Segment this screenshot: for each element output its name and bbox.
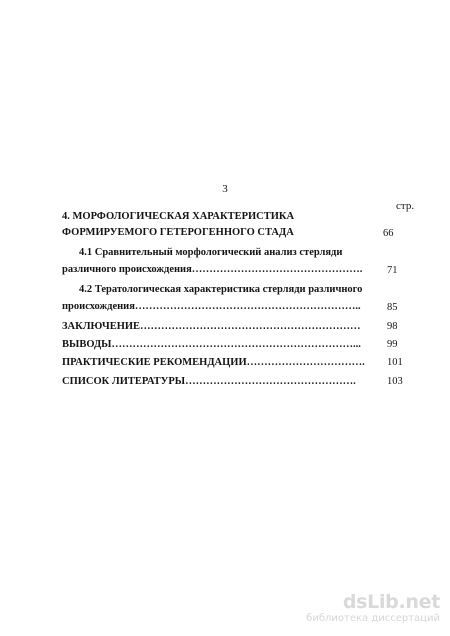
toc-entry-chapter-4-title-cont: ФОРМИРУЕМОГО ГЕТЕРОГЕННОГО СТАДА bbox=[62, 227, 294, 238]
toc-entry-recommendations: ПРАКТИЧЕСКИЕ РЕКОМЕНДАЦИИ……………………………. bbox=[62, 357, 365, 368]
toc-entry-4-1-page: 71 bbox=[387, 265, 398, 276]
watermark-subtitle: библиотека диссертаций bbox=[306, 613, 440, 624]
page-number: 3 bbox=[222, 183, 228, 195]
toc-entry-findings-page: 99 bbox=[387, 339, 398, 350]
toc-entry-4-2-title: 4.2 Тератологическая характеристика стерляди различного bbox=[79, 284, 363, 295]
toc-entry-chapter-4-page: 66 bbox=[383, 228, 394, 239]
toc-entry-4-1-title: 4.1 Сравнительный морфологический анализ стерляди bbox=[79, 247, 343, 258]
toc-entry-findings: ВЫВОДЫ……………………………………………………………... bbox=[62, 339, 361, 350]
toc-entry-4-1-title-cont: различного происхождения…………………………………………. bbox=[62, 264, 363, 275]
toc-entry-conclusion: ЗАКЛЮЧЕНИЕ……………………………………………………… bbox=[62, 321, 361, 332]
watermark bbox=[306, 591, 440, 628]
watermark-logo: dsLib.net bbox=[342, 591, 440, 613]
page-column-label: стр. bbox=[396, 200, 415, 212]
toc-entry-conclusion-page: 98 bbox=[387, 321, 398, 332]
toc-entry-4-2-page: 85 bbox=[387, 302, 398, 313]
toc-entry-recommendations-page: 101 bbox=[387, 357, 403, 368]
toc-entry-references: СПИСОК ЛИТЕРАТУРЫ…………………………………………. bbox=[62, 376, 356, 387]
toc-entry-chapter-4-title: 4. МОРФОЛОГИЧЕСКАЯ ХАРАКТЕРИСТИКА bbox=[62, 211, 295, 222]
toc-entry-4-2-title-cont: происхождения……………………………………………………….. bbox=[62, 301, 361, 312]
toc-entry-references-page: 103 bbox=[387, 376, 403, 387]
